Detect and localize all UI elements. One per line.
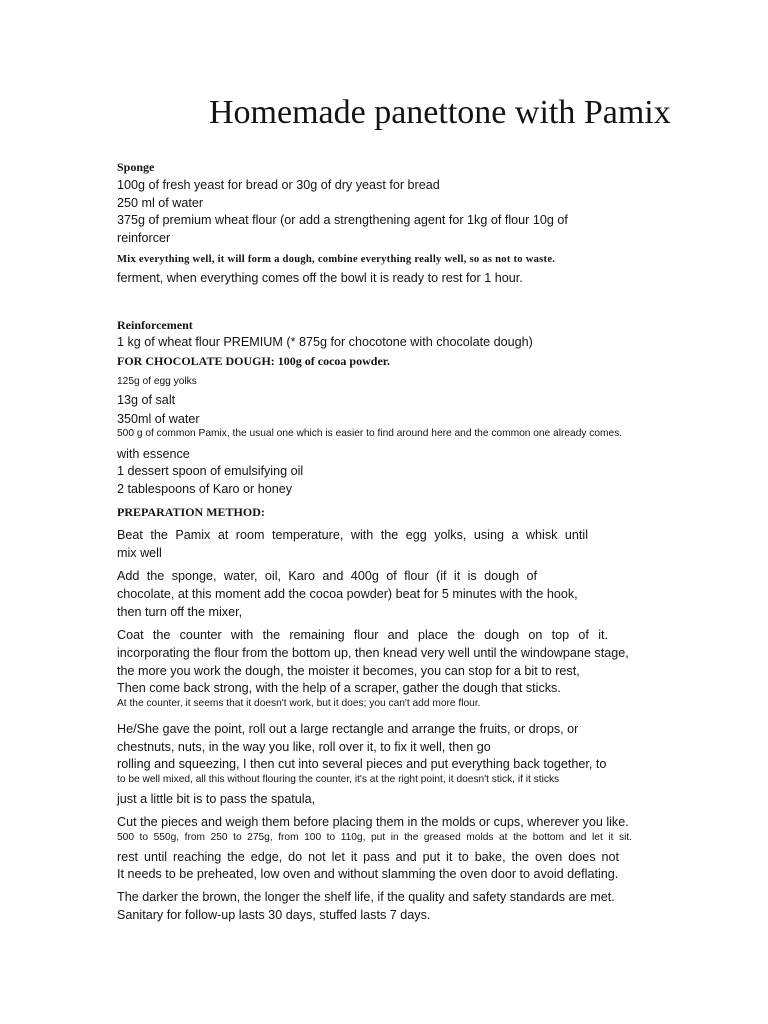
sponge-line: 375g of premium wheat flour (or add a strengthening agent for 1kg of flour 10g of xyxy=(117,213,568,227)
preparation-line: Coat the counter with the remaining flour and place the dough on top of it. xyxy=(117,628,608,642)
preparation-line: mix well xyxy=(117,546,162,560)
preparation-line: the more you work the dough, the moister it becomes, you can stop for a bit to rest, xyxy=(117,664,580,678)
preparation-line: It needs to be preheated, low oven and without slamming the oven door to avoid deflating. xyxy=(117,867,619,881)
reinforcement-line: 350ml of water xyxy=(117,412,200,426)
reinforcement-line: 1 dessert spoon of emulsifying oil xyxy=(117,464,304,478)
preparation-heading: PREPARATION METHOD: xyxy=(117,505,265,519)
sponge-line: Mix everything well, it will form a dough, combine everything really well, so as not to waste. xyxy=(117,254,556,265)
preparation-line: then turn off the mixer, xyxy=(117,605,243,619)
preparation-line: chestnuts, nuts, in the way you like, roll over it, to fix it well, then go xyxy=(117,740,491,754)
sponge-line: ferment, when everything comes off the bowl it is ready to rest for 1 hour. xyxy=(117,271,523,285)
reinforcement-line: FOR CHOCOLATE DOUGH: 100g of cocoa powder. xyxy=(117,354,390,368)
preparation-line: just a little bit is to pass the spatula, xyxy=(117,792,316,806)
preparation-line: Then come back strong, with the help of a scraper, gather the dough that sticks. xyxy=(117,681,561,695)
sponge-line: 250 ml of water xyxy=(117,196,204,210)
preparation-line: At the counter, it seems that it doesn't work, but it does; you can't add more flour. xyxy=(117,698,481,709)
document-title: Homemade panettone with Pamix xyxy=(209,94,671,131)
preparation-line: rolling and squeezing, I then cut into several pieces and put everything back together, to xyxy=(117,757,607,771)
preparation-line: He/She gave the point, roll out a large rectangle and arrange the fruits, or drops, or xyxy=(117,722,579,736)
preparation-line: Sanitary for follow-up lasts 30 days, stuffed lasts 7 days. xyxy=(117,908,431,922)
reinforcement-line: 2 tablespoons of Karo or honey xyxy=(117,482,293,496)
reinforcement-line: with essence xyxy=(117,447,190,461)
reinforcement-line: 1 kg of wheat flour PREMIUM (* 875g for chocotone with chocolate dough) xyxy=(117,335,533,349)
preparation-line: 500 to 550g, from 250 to 275g, from 100 to 110g, put in the greased molds at the bottom and let it sit. xyxy=(117,832,632,843)
reinforcement-line: 13g of salt xyxy=(117,393,176,407)
preparation-line: Add the sponge, water, oil, Karo and 400g of flour (if it is dough of xyxy=(117,569,537,583)
preparation-line: incorporating the flour from the bottom up, then knead very well until the windowpane stage, xyxy=(117,646,629,660)
preparation-line: Beat the Pamix at room temperature, with the egg yolks, using a whisk until xyxy=(117,528,588,542)
reinforcement-line: 500 g of common Pamix, the usual one which is easier to find around here and the common one already comes. xyxy=(117,428,623,439)
sponge-heading: Sponge xyxy=(117,160,155,174)
preparation-line: rest until reaching the edge, do not let it pass and put it to bake, the oven does not xyxy=(117,850,619,864)
reinforcement-heading: Reinforcement xyxy=(117,318,193,332)
preparation-line: Cut the pieces and weigh them before placing them in the molds or cups, wherever you like. xyxy=(117,815,629,829)
preparation-line: The darker the brown, the longer the shelf life, if the quality and safety standards are met. xyxy=(117,890,615,904)
reinforcement-line: 125g of egg yolks xyxy=(117,376,197,387)
sponge-line: reinforcer xyxy=(117,231,171,245)
sponge-line: 100g of fresh yeast for bread or 30g of dry yeast for bread xyxy=(117,178,440,192)
preparation-line: to be well mixed, all this without flouring the counter, it's at the right point, it doesn't stick, if it sticks xyxy=(117,774,560,785)
preparation-line: chocolate, at this moment add the cocoa powder) beat for 5 minutes with the hook, xyxy=(117,587,578,601)
